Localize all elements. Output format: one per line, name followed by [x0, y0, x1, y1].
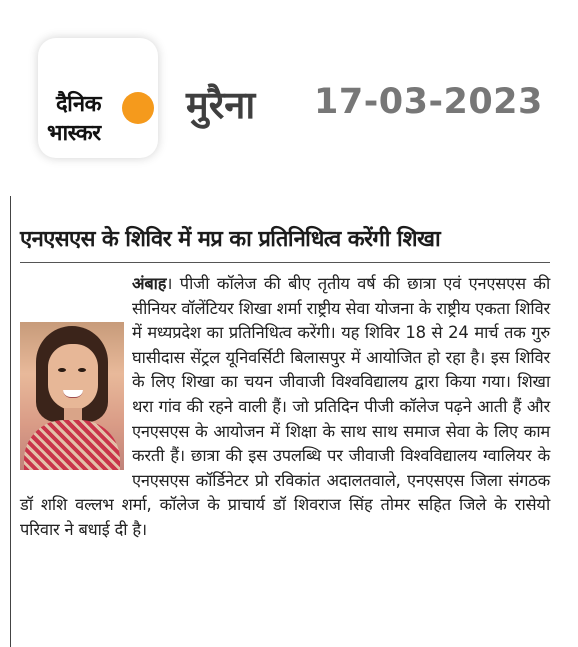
header: [0, 0, 578, 170]
sun-icon: [122, 92, 154, 124]
logo-text-line1: दैनिक: [56, 92, 101, 117]
article-dateline: अंबाह: [132, 274, 167, 293]
clipping-edge: [10, 196, 11, 647]
news-clipping: [0, 196, 578, 647]
student-photo: [20, 322, 124, 470]
article-headline: एनएसएस के शिविर में मप्र का प्रतिनिधित्व करेंगी शिखा: [20, 227, 441, 252]
publication-date: 17-03-2023: [314, 82, 543, 122]
city-name: मुरैना: [186, 83, 256, 127]
headline-divider: [20, 262, 550, 263]
logo-text-line2: भास्कर: [47, 121, 101, 146]
article-body: [20, 272, 550, 543]
article-body-text: । पीजी कॉलेज की बीए तृतीय वर्ष की छात्रा एवं एनएसएस की सीनियर वॉलेंटियर शिखा शर्मा राष्ट्रीय सेवा योजना के राष्ट्रीय एकता शिविर में मध्यप्रदेश का प्रतिनिधित्व करेंगी। यह शिविर 18 से 24 मार्च तक गुरु घासीदास सेंट्रल यूनिवर्सिटी बिलासपुर में आयोजित हो रहा है। इस शिविर के लिए शिखा का चयन जीवाजी विश्वविद्यालय द्वारा किया गया। शिखा थरा गांव की रहने वाली हैं। जो प्रतिदिन पीजी कॉलेज पढ़ने आती हैं और एनएसएस के आयोजन में शिक्षा के साथ साथ समाज सेवा के लिए काम करती हैं। छात्रा की इस उपलब्धि पर जीवाजी विश्वविद्यालय ग्वालियर के एनएसएस कॉर्डिनेटर प्रो रविकांत अदालतवाले, एनएसएस जिला संगठक डॉ शशि वल्लभ शर्मा, कॉलेज के प्राचार्य डॉ शिवराज सिंह तोमर सहित जिले के रासेयो परिवार ने बधाई दी है।: [20, 274, 550, 539]
